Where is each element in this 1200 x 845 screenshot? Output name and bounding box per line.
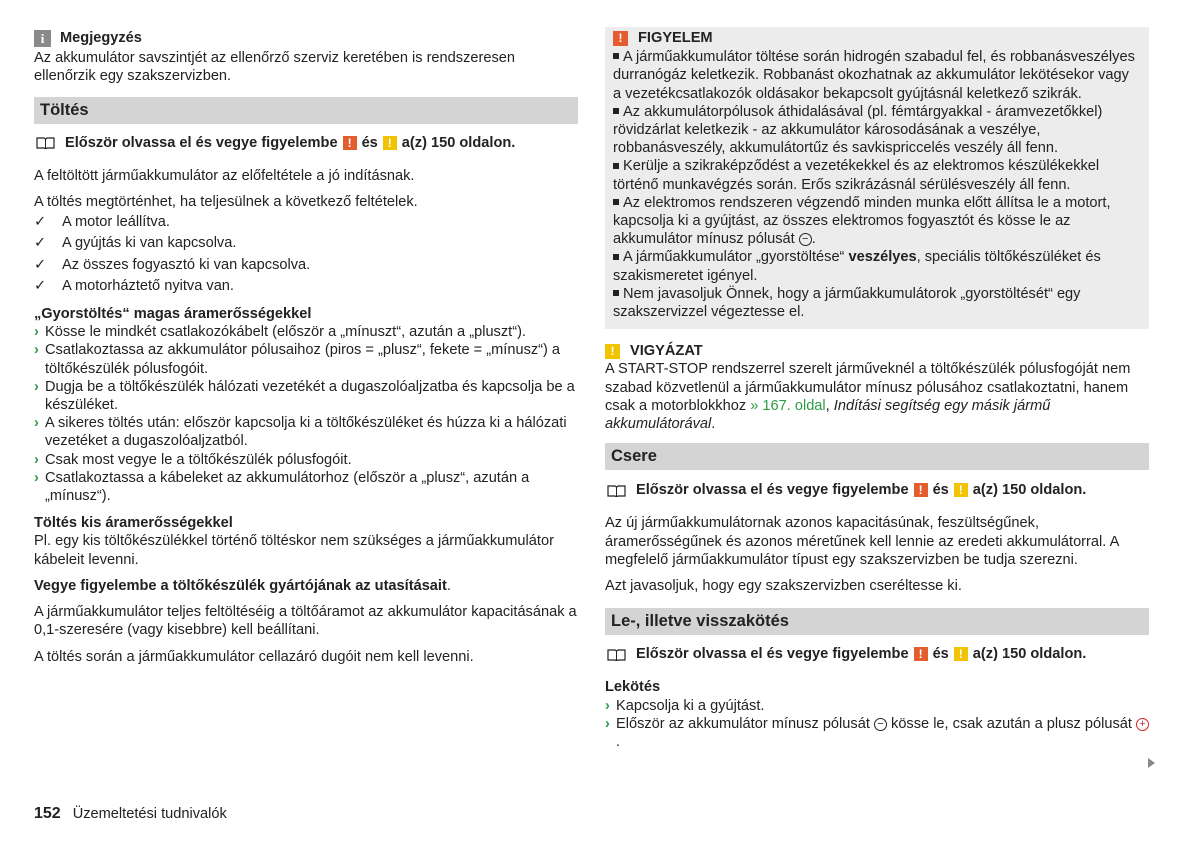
book-icon (607, 484, 626, 497)
warning-ref-icon[interactable]: ! (343, 136, 357, 150)
minus-pole-icon: − (799, 233, 812, 246)
caution-reference: Indítási segítség egy másik jármű akkumulátorával (605, 397, 1051, 433)
bullet-square-icon (613, 254, 619, 260)
list-item (34, 469, 578, 505)
step-text (616, 715, 1149, 751)
step-text: A sikeres töltés után: először kapcsolja ki a töltőkészüléket és húzza ki a hálózati vezetéket a dugaszolóaljzatból. (45, 415, 567, 450)
low-current-text: Pl. egy kis töltőkészülékkel történő töltéskor nem szükséges a járműakkumulátor kábeleit levenni. (34, 533, 554, 568)
section-replace-title (605, 443, 1149, 470)
warning-list (613, 48, 1141, 321)
read-first-page: a(z) 150 oldalon. (972, 646, 1087, 663)
list-item (34, 213, 578, 231)
bullet-square-icon (613, 53, 619, 59)
list-item (605, 697, 1149, 715)
read-first-page: a(z) 150 oldalon. (972, 482, 1087, 499)
book-icon (607, 648, 626, 661)
step-arrow-icon: › (34, 324, 39, 341)
list-item (34, 256, 578, 274)
step-text-end: . (616, 734, 621, 751)
warning-box (605, 27, 1149, 329)
step-arrow-icon: › (34, 451, 39, 468)
step-arrow-icon: › (34, 415, 39, 432)
section-replace-title-text: Csere (611, 447, 657, 466)
bullet-square-icon (613, 290, 619, 296)
step-text: Dugja be a töltőkészülék hálózati vezetékét a dugaszolóaljzatba és kapcsolja be a készüléket. (45, 378, 575, 414)
warning-text: Kerülje a szikraképződést a vezetékekkel és az elektromos készülékekkel történő munkavégzés során. Erős szikrázásnál sérülésveszély áll fenn. (613, 158, 1100, 193)
section-charging-title-text: Töltés (40, 100, 89, 119)
step-text: Csak most vegye le a töltőkészülék pólusfogóit. (45, 451, 352, 468)
page-number: 152 (34, 805, 61, 822)
caution-ref-icon[interactable]: ! (954, 647, 968, 661)
list-item (613, 285, 1141, 321)
list-item (34, 234, 578, 252)
list-item (605, 715, 1149, 751)
charging-conditions-list (34, 213, 578, 295)
list-item (34, 414, 578, 450)
warning-heading (613, 29, 1141, 47)
read-first-page: a(z) 150 oldalon. (401, 134, 516, 151)
page-link[interactable]: » 167. oldal (750, 397, 826, 414)
charging-intro: A feltöltött járműakkumulátor az előfeltétele a jó indításnak. (34, 167, 415, 184)
section-charging-title (34, 97, 578, 124)
check-icon: ✓ (34, 235, 47, 252)
bullet-square-icon (613, 163, 619, 169)
step-arrow-icon: › (34, 378, 39, 395)
warning-text-end: , speciális töltőkészüléket és szakismeretet igényel. (613, 249, 1101, 284)
list-item (613, 157, 1141, 193)
plus-pole-icon: + (1136, 718, 1149, 731)
step-text-b: kösse le, csak azután a plusz pólusát (891, 715, 1132, 732)
warning-emphasis: veszélyes (848, 249, 917, 266)
step-arrow-icon: › (34, 342, 39, 359)
read-first-replace (605, 481, 1149, 499)
caution-text (605, 360, 1149, 433)
check-icon: ✓ (34, 214, 47, 231)
continue-arrow-icon (1148, 758, 1155, 768)
caution-heading-text: VIGYÁZAT (630, 343, 703, 360)
condition-text: Az összes fogyasztó ki van kapcsolva. (62, 256, 311, 273)
warning-ref-icon[interactable]: ! (914, 647, 928, 661)
fast-charging-heading: „Gyorstöltés“ magas áramerősségekkel (34, 306, 312, 323)
caution-heading (605, 342, 1149, 360)
condition-text: A motor leállítva. (62, 214, 170, 231)
warning-ref-icon[interactable]: ! (914, 483, 928, 497)
list-item (34, 378, 578, 414)
info-icon: i (34, 30, 51, 47)
list-item: Az elektromos rendszeren végzendő minden munka előtt állítsa le a motort, kapcsolja ki a gyújtást, az összes elektromos fogyasztót és kösse le az akkumulátor mínusz pólusát − . (613, 194, 1111, 248)
warning-text: Az akkumulátorpólusok áthidalásával (pl. fémtárgyakkal - áramvezetőkkel) rövidzárlat keletkezik - az akkumulátor károsodásának a veszélye, robbanásveszély, akkumulátortűz és savkispriccelés veszély áll fenn. (613, 103, 1103, 157)
bullet-square-icon (613, 199, 619, 205)
step-arrow-icon: › (34, 469, 39, 486)
step-text: Kösse le mindkét csatlakozókábelt (először a „mínuszt“, azután a „pluszt“). (45, 324, 526, 341)
manufacturer-note-text: Vegye figyelembe a töltőkészülék gyártójának az utasításait (34, 577, 447, 594)
read-first-disconnect (605, 645, 1149, 663)
step-text: Kapcsolja ki a gyújtást. (616, 697, 765, 714)
read-first-text: Először olvassa el és vegye figyelembe (65, 134, 338, 151)
list-item (34, 341, 578, 377)
charging-current-text: A járműakkumulátor teljes feltöltéséig a töltőáramot az akkumulátor kapacitásának a 0,1-szeresére (vagy kisebbre) kell beállítani. (34, 604, 577, 639)
warning-heading-text: FIGYELEM (638, 30, 713, 46)
bullet-square-icon (613, 108, 619, 114)
caution-icon: ! (605, 344, 620, 359)
warning-text: A járműakkumulátor „gyorstöltése“ (623, 249, 845, 266)
caution-comma: , (825, 397, 830, 414)
caution-end: . (711, 416, 716, 433)
note-heading-text: Megjegyzés (60, 30, 142, 46)
book-icon (36, 136, 55, 149)
read-first-charging (34, 134, 578, 152)
chapter-title: Üzemeltetési tudnivalók (72, 806, 227, 822)
list-item (613, 103, 1141, 158)
read-first-and: és (932, 482, 949, 499)
list-item (34, 277, 578, 295)
manufacturer-note-dot: . (446, 577, 451, 594)
note-text: Az akkumulátor savszintjét az ellenőrző szerviz keretében is rendszeresen ellenőrzik egy szakszervizben. (34, 50, 516, 85)
check-icon: ✓ (34, 277, 47, 294)
right-column (605, 0, 1149, 751)
list-item (34, 451, 578, 469)
replace-text-1: Az új járműakkumulátornak azonos kapacitásúnak, feszültségűnek, áramerősségűnek és azonos méretűnek kell lennie az eredeti akkumulátorral. A megfelelő járműakkumulátor típust egy szakszervizben be tudja szerezni. (605, 515, 1119, 568)
step-arrow-icon: › (605, 715, 610, 732)
step-text: Csatlakoztassa a kábeleket az akkumulátorhoz (először a „plusz“, azután a „mínusz“). (45, 469, 530, 505)
warning-text: Az elektromos rendszeren végzendő minden munka előtt állítsa le a motort, kapcsolja ki a gyújtást, az összes elektromos fogyasztót és kösse le az akkumulátor mínusz pólusát (613, 194, 1111, 248)
manufacturer-note (34, 577, 578, 595)
warning-icon: ! (613, 31, 628, 46)
condition-text: A gyújtás ki van kapcsolva. (62, 235, 237, 252)
page-footer (34, 805, 227, 823)
list-item (34, 323, 578, 341)
list-item (613, 248, 1141, 284)
warning-text: A járműakkumulátor töltése során hidrogén szabadul fel, és robbanásveszélyes durranógáz keletkezik. Robbanást okozhatnak az akkumulátor lekötésekor vagy a vezetékcsatlakozók oldásakor bekapcsolt gyújtásnál keletkező szikrák. (613, 49, 1135, 102)
section-disconnect-title (605, 608, 1149, 635)
condition-text: A motorháztető nyitva van. (62, 277, 234, 294)
replace-text-2: Azt javasoljuk, hogy egy szakszervizben cseréltesse ki. (605, 578, 962, 595)
low-current-heading: Töltés kis áramerősségekkel (34, 515, 233, 532)
disconnect-subheading: Lekötés (605, 679, 661, 696)
disconnect-steps (605, 697, 1149, 752)
caution-ref-icon[interactable]: ! (954, 483, 968, 497)
cell-plugs-text: A töltés során a járműakkumulátor cellazáró dugóit nem kell levenni. (34, 649, 474, 666)
section-disconnect-title-text: Le-, illetve visszakötés (611, 612, 789, 631)
charging-conditions-intro: A töltés megtörténhet, ha teljesülnek a következő feltételek. (34, 194, 418, 211)
caution-body: A START-STOP rendszerrel szerelt járműveknél a töltőkészülék pólusfogóját nem szabad közvetlenül a járműakkumulátor mínusz pólusához csatlakoztatni, hanem csak a motorblokkhoz (605, 361, 1131, 414)
list-item (613, 48, 1141, 103)
minus-pole-icon: − (874, 718, 887, 731)
read-first-and: és (361, 134, 378, 151)
read-first-text: Először olvassa el és vegye figyelembe (636, 646, 909, 663)
step-text: Csatlakoztassa az akkumulátor pólusaihoz (piros = „plusz“, fekete = „mínusz“) a töltőkészülék pólusfogóit. (45, 342, 561, 377)
caution-ref-icon[interactable]: ! (383, 136, 397, 150)
step-text-a: Először az akkumulátor mínusz pólusát (616, 715, 870, 732)
left-column (34, 0, 578, 667)
note-heading (34, 29, 578, 47)
check-icon: ✓ (34, 256, 47, 273)
warning-text: Nem javasoljuk Önnek, hogy a járműakkumulátorok „gyorstöltését“ egy szakszervizzel végeztesse el. (613, 285, 1081, 321)
fast-charging-steps (34, 323, 578, 505)
step-arrow-icon: › (605, 697, 610, 714)
read-first-text: Először olvassa el és vegye figyelembe (636, 482, 909, 499)
read-first-and: és (932, 646, 949, 663)
